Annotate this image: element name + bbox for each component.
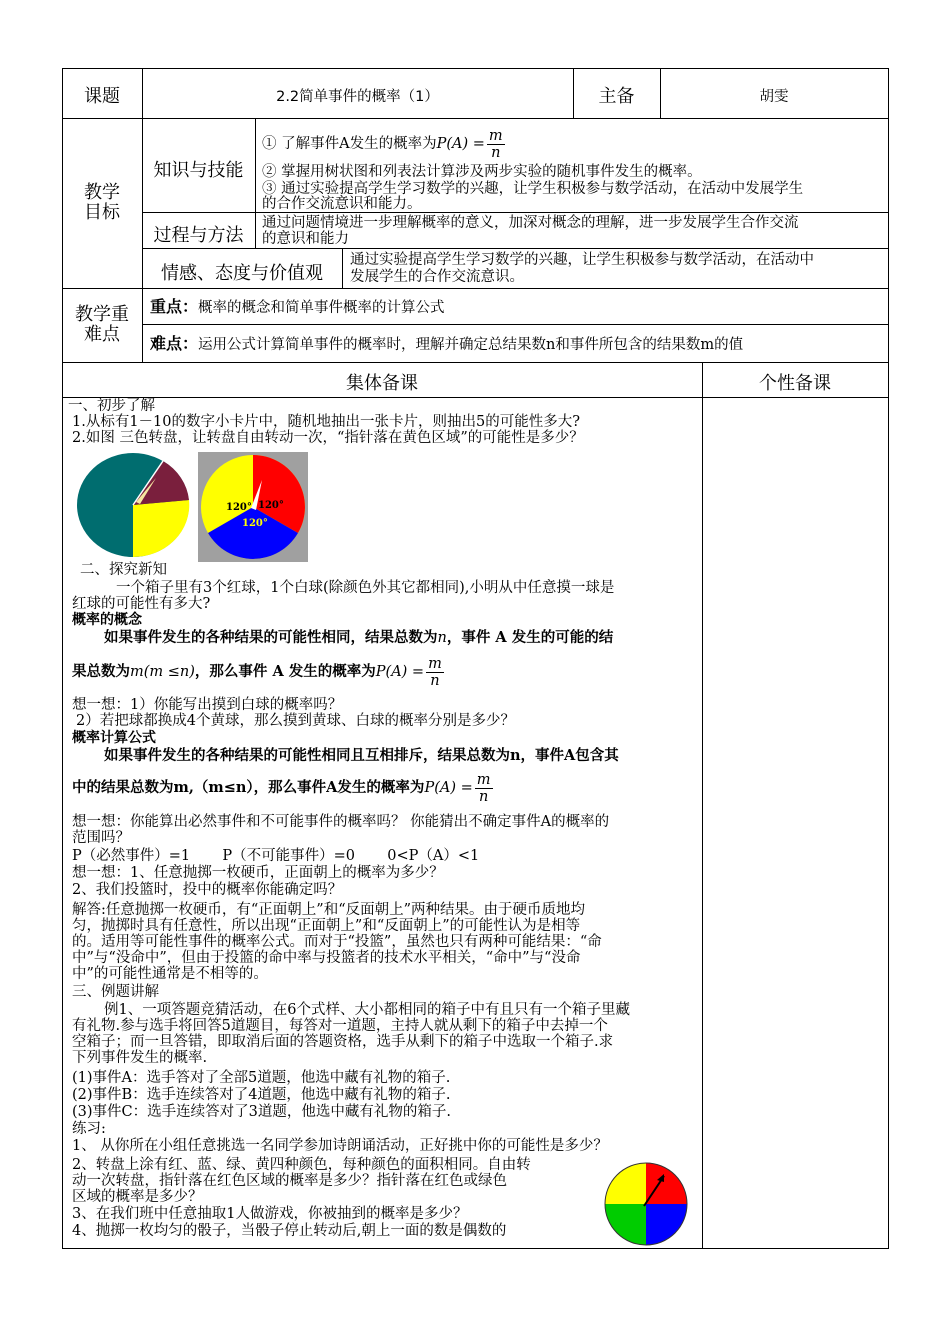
spinner-label-yellow: 120°: [226, 502, 252, 513]
concept-fraction-numerator: m: [428, 655, 442, 672]
preparer-value: 胡雯: [759, 89, 789, 105]
formula-line-1: 如果事件发生的各种结果的可能性相同且互相排斥，结果总数为n，事件A包含其: [104, 747, 619, 764]
topic-value: 2.2简单事件的概率（1）: [276, 89, 439, 105]
process-text-line1: 通过问题情境进一步理解概率的意义，加深对概念的理解，进一步发展学生合作交流: [262, 215, 799, 231]
preparer-label: 主备: [598, 86, 635, 107]
example-line2: 有礼物.参与选手将回答5道题目，每答对一道题，主持人就从剩下的箱子中去掉一个: [72, 1018, 608, 1034]
formula-fraction: [475, 772, 493, 805]
concept-line-2-text-b: ，那么事件 A 发生的概率为: [194, 663, 376, 680]
concept-line-1-text-a: 如果事件发生的各种结果的可能性相同，结果总数为: [104, 629, 438, 646]
emotion-label: 情感、态度与价值观: [161, 263, 323, 284]
practice-2-line1: 2、转盘上涂有红、蓝、绿、黄四种颜色，每种颜色的面积相同。自由转: [72, 1157, 531, 1173]
think-2-line1: 想一想：你能算出必然事件和不可能事件的概率吗？ 你能猜出不确定事件A的概率的: [72, 814, 610, 830]
think-1b: 2）若把球都换成4个黄球，那么摸到黄球、白球的概率分别是多少？: [76, 713, 515, 729]
concept-title: 概率的概念: [72, 612, 142, 628]
example-line4: 下列事件发生的概率.: [72, 1050, 208, 1066]
spinner-120-figure: [198, 452, 308, 562]
concept-line-1-n: n: [437, 630, 447, 646]
pie-yellow-slice: [133, 500, 189, 557]
example-event-c: (3)事件C：选手连续答对了3道题，他选中藏有礼物的箱子.: [72, 1104, 451, 1120]
formula-line-2-text: 中的结果总数为m,（m≤n），那么事件A发生的概率为: [72, 779, 425, 796]
concept-line-2-m: m(m ≤n): [130, 664, 195, 680]
formula-lhs: P(A) =: [424, 780, 473, 796]
formula-title: 概率计算公式: [72, 730, 156, 746]
practice-3: 3、在我们班中任意抽取1人做游戏，你被抽到的概率是多少？: [72, 1206, 468, 1222]
formula-fraction-numerator: m: [476, 771, 491, 788]
answer-line3: 的。适用等可能性事件的概率公式。而对于“投篮”，虽然也只有两种可能结果：“命: [72, 934, 602, 950]
keypoints-label: [62, 305, 142, 345]
process-text-line2: 的意识和能力: [262, 231, 349, 247]
section-2-paragraph-line2: 红球的可能性有多大?: [72, 596, 211, 612]
fraction-denominator: n: [491, 144, 501, 161]
example-event-b: (2)事件B：选手连续答对了4道题，他选中藏有礼物的箱子.: [72, 1087, 451, 1103]
objectives-label: [62, 183, 142, 223]
example-event-a: (1)事件A：选手答对了全部5道题，他选中藏有礼物的箱子.: [72, 1070, 451, 1086]
emotion-text-line1: 通过实验提高学生学习数学的兴趣，让学生积极参与数学活动，在活动中: [350, 252, 814, 268]
topic-label: 课题: [84, 86, 120, 107]
emotion-text-line2: 发展学生的合作交流意识。: [350, 269, 524, 285]
spinner-yellow-quadrant: [605, 1163, 646, 1204]
section-1-question-1: 1.从标有1－10的数字小卡片中，随机地抽出一张卡片，则抽出5的可能性多大?: [72, 414, 581, 430]
answer-line5: 中”的可能性通常是不相等的。: [72, 966, 268, 982]
practice-title: 练习:: [72, 1121, 106, 1137]
practice-1: 1、 从你所在小组任意挑选一名同学参加诗朗诵活动，正好挑中你的可能性是多少？: [72, 1138, 608, 1154]
think-3-line2: 2、我们投篮时，投中的概率你能确定吗？: [72, 882, 343, 898]
concept-line-2: [72, 652, 444, 692]
difficulty-text: 运用公式计算简单事件的概率时，理解并确定总结果数n和事件所包含的结果数m的值: [198, 337, 744, 353]
answer-line4: 中”与“没命中”，但由于投篮的命中率与投篮者的技术水平相关，“命中”与“没命: [72, 950, 581, 966]
practice-2-line3: 区域的概率是多少？: [72, 1189, 203, 1205]
section-1-title: 一、初步了解: [68, 398, 155, 414]
four-color-spinner-figure: [604, 1162, 688, 1246]
spinner-blue-quadrant: [646, 1204, 687, 1245]
spinner-label-red: 120°: [258, 500, 284, 511]
column-collective: 集体备课: [346, 373, 418, 394]
answer-line2: 匀，抛掷时具有任意性，所以出现“正面朝上”和“反面朝上”的可能性认为是相等: [72, 918, 581, 934]
three-color-pie-figure: [76, 450, 192, 560]
keypoints-label-line2: 难点: [84, 324, 120, 345]
section-3-title: 三、例题讲解: [72, 984, 159, 1000]
knowledge-item-3-line1: ③ 通过实验提高学生学习数学的兴趣，让学生积极参与数学活动，在活动中发展学生: [262, 181, 804, 197]
concept-line-2-text-a: 果总数为: [72, 663, 130, 680]
think-3-line1: 想一想：1、任意抛掷一枚硬币，正面朝上的概率为多少？: [72, 865, 444, 881]
spinner-label-blue: 120°: [242, 518, 268, 529]
think-1: 想一想：1）你能写出摸到白球的概率吗？: [72, 697, 343, 713]
column-individual: 个性备课: [759, 373, 831, 394]
difficulty-label: 难点：: [150, 334, 199, 353]
concept-line-1-text-b: ，事件 A 发生的可能的结: [446, 629, 614, 646]
section-2-title: 二、探究新知: [80, 562, 167, 578]
concept-formula-lhs: P(A) =: [375, 664, 425, 680]
objectives-label-line1: 教学: [84, 182, 120, 203]
focus-row: [150, 297, 445, 318]
focus-text: 概率的概念和简单事件概率的计算公式: [198, 300, 445, 316]
process-label: 过程与方法: [153, 225, 244, 246]
section-2-paragraph-line1: 一个箱子里有3个红球，1个白球(除颜色外其它都相同),小明从中任意摸一球是: [116, 580, 615, 596]
concept-fraction: [426, 656, 444, 689]
concept-fraction-denominator: n: [430, 672, 440, 689]
keypoints-label-line1: 教学重: [75, 304, 129, 325]
knowledge-item-2: ② 掌握用树状图和列表法计算涉及两步实验的随机事件发生的概率。: [262, 164, 702, 180]
answer-line1: 解答:任意抛掷一枚硬币，有“正面朝上”和“反面朝上”两种结果。由于硬币质地均: [72, 902, 586, 918]
objectives-label-line2: 目标: [84, 202, 120, 223]
spinner-green-quadrant: [605, 1204, 646, 1245]
spinner-red-quadrant: [646, 1163, 687, 1204]
practice-4: 4、抛掷一枚均匀的骰子，当骰子停止转动后,朝上一面的数是偶数的: [72, 1223, 507, 1239]
example-line1: 例1、一项答题竞猜活动，在6个式样、大小都相同的箱子中有且只有一个箱子里藏: [104, 1002, 630, 1018]
knowledge-item-3-line2: 的合作交流意识和能力。: [262, 196, 422, 212]
fraction-numerator: m: [488, 127, 503, 144]
concept-line-1: [104, 628, 613, 648]
focus-label: 重点：: [150, 297, 199, 316]
formula-fraction-denominator: n: [478, 788, 489, 805]
knowledge-item-1: [262, 124, 505, 164]
think-2-line2: 范围吗？: [72, 830, 130, 846]
difficulty-row: [150, 334, 743, 355]
knowledge-label: 知识与技能: [153, 160, 244, 181]
probability-fraction: [487, 128, 505, 161]
section-1-question-2: 2.如图 三色转盘，让转盘自由转动一次，“指针落在黄色区域”的可能性是多少？: [72, 430, 584, 446]
example-line3: 空箱子；而一旦答错，即取消后面的答题资格，选手从剩下的箱子中选取一个箱子.求: [72, 1034, 614, 1050]
probability-formula-lhs: P(A) =: [436, 136, 485, 152]
practice-2-line2: 动一次转盘，指针落在红色区域的概率是多少？指针落在红色或绿色: [72, 1173, 507, 1189]
knowledge-item-1-text: ① 了解事件A发生的概率为: [262, 136, 437, 152]
formula-line-2: [72, 768, 493, 808]
probability-range-line: P（必然事件）=1 P（不可能事件）=0 0<P（A）<1: [72, 848, 480, 864]
